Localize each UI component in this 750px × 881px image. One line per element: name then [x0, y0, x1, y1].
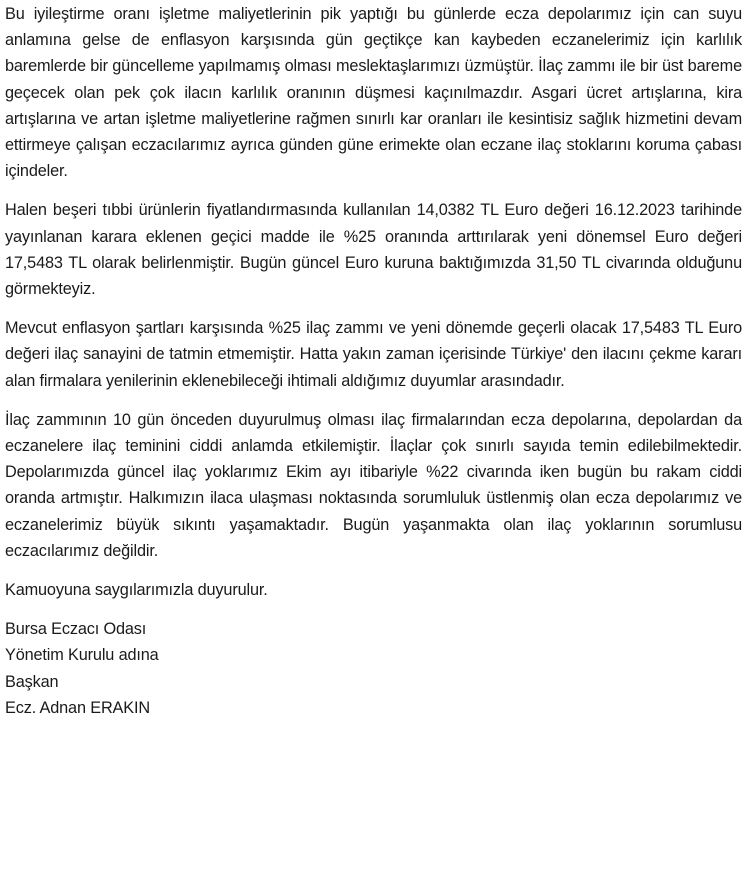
- paragraph-inflation: Mevcut enflasyon şartları karşısında %25 ilaç zammı ve yeni dönemde geçerli olacak 17,5483 TL Euro değeri ilaç sanayini de tatmin etmemiştir. Hatta yakın zaman içerisinde Türkiye' den ilacını çekme kararı alan firmalara yenilerinin eklenebileceği ihtimali aldığımız duyumlar arasındadır.: [5, 319, 742, 390]
- signature-block: [5, 616, 742, 721]
- press-release-document: [5, 0, 742, 721]
- signature-board: Yönetim Kurulu adına: [5, 646, 159, 665]
- paragraph-drug-shortage: İlaç zammının 10 gün önceden duyurulmuş olması ilaç firmalarından ecza depolarına, depolardan da eczanelere ilaç teminini ciddi anlamda etkilemiştir. İlaçlar çok sınırlı sayıda temin edilebilmektedir. Depolarımızda güncel ilaç yoklarımız Ekim ayı itibariyle %22 civarında iken bugün bu rakam ciddi oranda artmıştır. Halkımızın ilaca ulaşması noktasında sorumluluk üstlenmiş olan ecza depolarımız ve eczanelerimiz büyük sıkıntı yaşamaktadır. Bugün yaşanmakta olan ilaç yoklarının sorumlusu eczacılarımız değildir.: [5, 410, 742, 560]
- closing-statement: Kamuoyuna saygılarımızla duyurulur.: [5, 581, 268, 600]
- signature-organization: Bursa Eczacı Odası: [5, 620, 147, 639]
- paragraph-euro-value: Halen beşeri tıbbi ürünlerin fiyatlandırmasında kullanılan 14,0382 TL Euro değeri 16.12.2023 tarihinde yayınlanan karara eklenen geçici madde ile %25 oranında arttırılarak yeni dönemsel Euro değeri 17,5483 TL olarak belirlenmiştir. Bugün güncel Euro kuruna baktığımızda 31,50 TL civarında olduğunu görmekteyiz.: [5, 201, 742, 299]
- signature-name: Ecz. Adnan ERAKIN: [5, 698, 150, 717]
- paragraph-profitability: Bu iyileştirme oranı işletme maliyetlerinin pik yaptığı bu günlerde ecza depolarımız için can suyu anlamına gelse de enflasyon karşısında gün geçtikçe kan kaybeden eczanelerimiz için karlılık baremlerde bir güncelleme yapılmamış olması meslektaşlarımızı üzmüştür. İlaç zammı ile bir üst bareme geçecek olan pek çok ilacın karlılık oranının düşmesi kaçınılmazdır. Asgari ücret artışlarına, kira artışlarına ve artan işletme maliyetlerine rağmen sınırlı kar oranları ile kesintisiz sağlık hizmetini devam ettirmeye çalışan eczacılarımız ayrıca günden güne erimekte olan eczane ilaç stoklarını koruma çabası içindeler.: [5, 5, 742, 181]
- signature-title: Başkan: [5, 672, 59, 691]
